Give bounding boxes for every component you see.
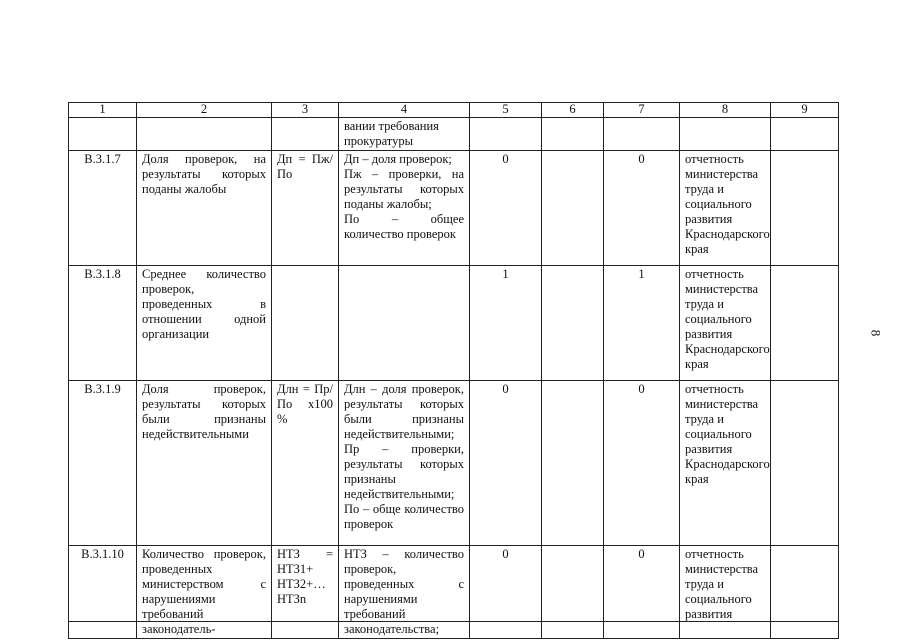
continuation-description: вании требования прокуратуры	[339, 118, 470, 151]
cell-empty	[69, 118, 137, 151]
value-col6	[542, 381, 604, 546]
header-cell-3: 3	[272, 103, 339, 118]
value-col9	[771, 266, 839, 381]
value-col6	[542, 546, 604, 639]
indicator-formula: Дп = Пж/По	[272, 151, 339, 266]
header-cell-1: 1	[69, 103, 137, 118]
table-row-continuation	[69, 118, 839, 151]
indicator-table	[68, 102, 839, 639]
header-cell-9: 9	[771, 103, 839, 118]
value-col9	[771, 381, 839, 546]
indicator-formula: НТЗ = НТЗ1+ НТЗ2+… НТЗn	[272, 546, 339, 639]
cell-empty	[542, 118, 604, 151]
indicator-source: отчетность министерства труда и социального развития Краснодарского края	[680, 381, 771, 546]
indicator-source: отчетность министерства труда и социального развития Краснодарского края	[680, 151, 771, 266]
value-col6	[542, 151, 604, 266]
header-row	[69, 103, 839, 118]
header-cell-7: 7	[604, 103, 680, 118]
indicator-name: Среднее количество проверок, проведенных в отношении одной организации	[137, 266, 272, 381]
cell-empty	[272, 118, 339, 151]
indicator-code: В.3.1.9	[69, 381, 137, 546]
cell-empty	[470, 118, 542, 151]
value-col6	[542, 266, 604, 381]
indicator-description	[339, 266, 470, 381]
table-row	[69, 381, 839, 546]
indicator-name: Доля проверок, результаты которых были признаны недействительными	[137, 381, 272, 546]
table-bottom-border	[68, 621, 838, 622]
header-cell-4: 4	[339, 103, 470, 118]
indicator-formula	[272, 266, 339, 381]
cell-empty	[771, 118, 839, 151]
header-cell-5: 5	[470, 103, 542, 118]
cell-empty	[680, 118, 771, 151]
indicator-name: Количество проверок, проведенных министерством с нарушениями требований законодатель-	[137, 546, 272, 639]
indicator-description: Длн – доля проверок, результаты которых были признаны недействительными; Пр – проверки, результаты которых признаны недействительными; По – обще количество проверок	[339, 381, 470, 546]
indicator-formula: Длн = Пр/По х100 %	[272, 381, 339, 546]
value-col5: 0	[470, 151, 542, 266]
cell-empty	[137, 118, 272, 151]
indicator-code: В.3.1.7	[69, 151, 137, 266]
indicator-description: НТЗ – количество проверок, проведенных с нарушениями требований законодательства;	[339, 546, 470, 639]
value-col9	[771, 546, 839, 639]
value-col9	[771, 151, 839, 266]
value-col7: 0	[604, 546, 680, 639]
indicator-code: В.3.1.10	[69, 546, 137, 639]
value-col7: 0	[604, 151, 680, 266]
indicator-code: В.3.1.8	[69, 266, 137, 381]
indicator-description: Дп – доля проверок; Пж – проверки, на результаты которых поданы жалобы; По – общее количество проверок	[339, 151, 470, 266]
cell-empty	[604, 118, 680, 151]
table-row	[69, 266, 839, 381]
value-col7: 0	[604, 381, 680, 546]
header-cell-8: 8	[680, 103, 771, 118]
indicator-source: отчетность министерства труда и социального развития Краснодарского края	[680, 266, 771, 381]
table-row	[69, 546, 839, 639]
value-col5: 0	[470, 546, 542, 639]
indicator-source: отчетность министерства труда и социального развития	[680, 546, 771, 639]
header-cell-6: 6	[542, 103, 604, 118]
value-col5: 1	[470, 266, 542, 381]
value-col5: 0	[470, 381, 542, 546]
value-col7: 1	[604, 266, 680, 381]
indicator-name: Доля проверок, на результаты которых поданы жалобы	[137, 151, 272, 266]
table-row	[69, 151, 839, 266]
header-cell-2: 2	[137, 103, 272, 118]
page-number: 8	[868, 329, 884, 337]
